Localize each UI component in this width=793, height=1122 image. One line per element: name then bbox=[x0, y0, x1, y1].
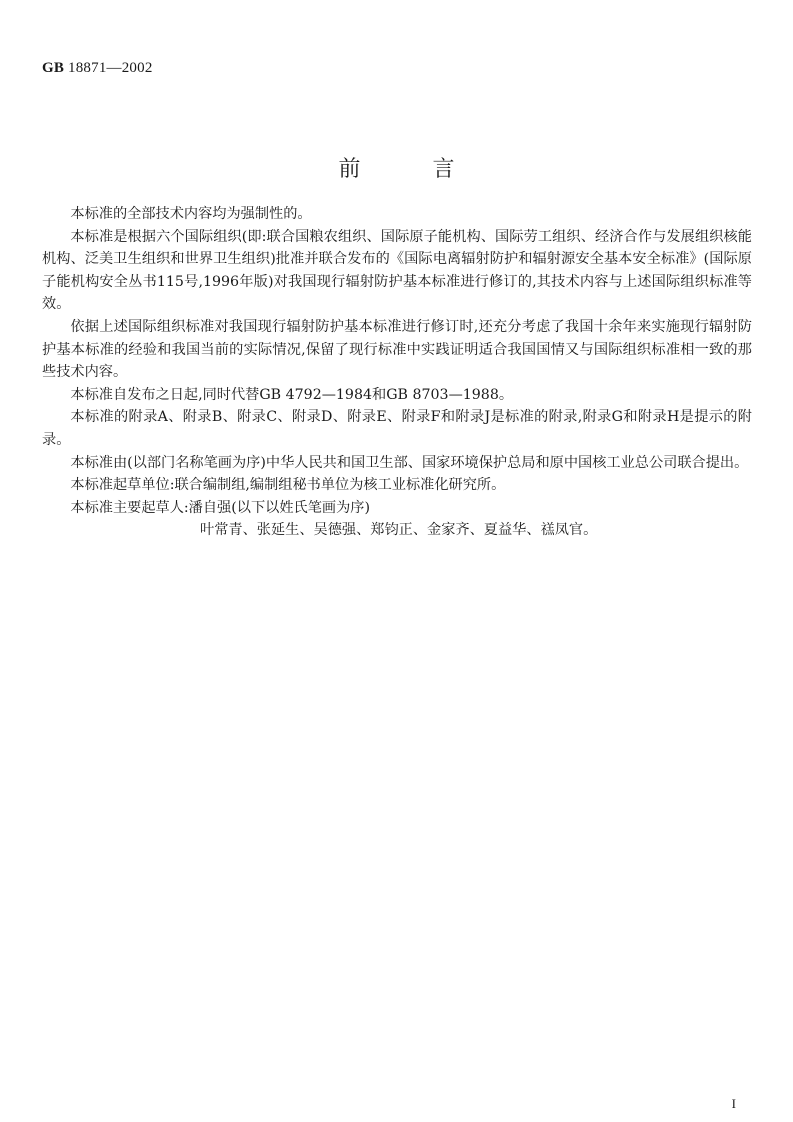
page-number: I bbox=[731, 1096, 736, 1111]
paragraph-proposed-by: 本标准由(以部门名称笔画为序)中华人民共和国卫生部、国家环境保护总局和原中国核工业总公司联合提出。 bbox=[70, 454, 749, 471]
standard-code-prefix: GB bbox=[42, 60, 65, 76]
paragraph-main-drafters: 本标准主要起草人:潘自强(以下以姓氏笔画为序) bbox=[70, 499, 370, 516]
drafters-list: 叶常青、张延生、吴德强、郑钧正、金家齐、夏益华、禚凤官。 bbox=[200, 522, 598, 539]
standard-code bbox=[42, 60, 153, 77]
paragraph-basis: 本标准是根据六个国际组织(即:联合国粮农组织、国际原子能机构、国际劳工组织、经济合作与发展组织核能机构、泛美卫生组织和世界卫生组织)批准并联合发布的《国际电离辐射防护和辐射源安全基本安全标准》(国际原子能机构安全丛书115号,1996年版)对我国现行辐射防护基本标准进行修订的,其技术内容与上述国际组织标准等效。 bbox=[42, 228, 752, 313]
paragraph-appendices: 本标准的附录A、附录B、附录C、附录D、附录E、附录F和附录J是标准的附录,附录G和附录H是提示的附录。 bbox=[42, 409, 752, 448]
foreword-body bbox=[42, 203, 752, 542]
paragraph-replaces: 本标准自发布之日起,同时代替GB 4792—1984和GB 8703—1988。 bbox=[70, 386, 514, 403]
standard-code-number: 18871—2002 bbox=[64, 60, 153, 76]
paragraph-mandatory: 本标准的全部技术内容均为强制性的。 bbox=[70, 206, 312, 222]
paragraph-considerations: 依据上述国际组织标准对我国现行辐射防护基本标准进行修订时,还充分考虑了我国十余年来实施现行辐射防护基本标准的经验和我国当前的实际情况,保留了现行标准中实践证明适合我国国情又与国际组织标准相一致的那些技术内容。 bbox=[42, 318, 752, 381]
paragraph-drafting-unit: 本标准起草单位:联合编制组,编制组秘书单位为核工业标准化研究所。 bbox=[70, 477, 506, 494]
page-title: 前言 bbox=[338, 157, 527, 182]
